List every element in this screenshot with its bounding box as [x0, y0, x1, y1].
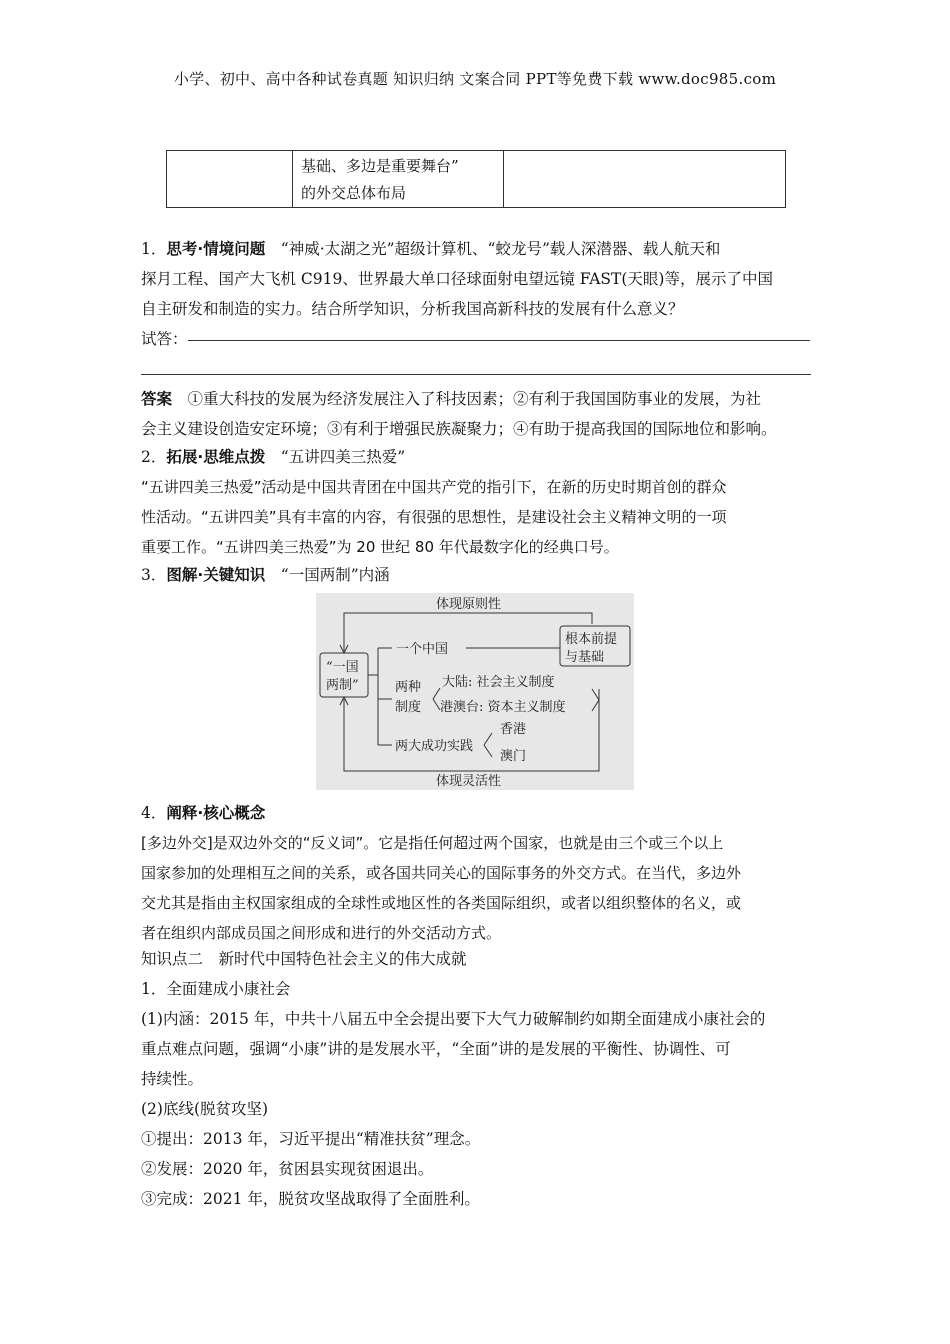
q2-heading — [141, 442, 813, 472]
answer-line — [141, 324, 813, 354]
q4-line: 者在组织内部成员国之间形成和进行的外交活动方式。 — [141, 924, 502, 942]
diagram-practice: 两大成功实践 — [395, 739, 474, 754]
table-cell-empty-right — [504, 151, 785, 207]
diagram-hmt: 港澳台: 资本主义制度 — [440, 700, 566, 715]
connotation-line: (1)内涵：2015 年，中共十八届五中全会提出要下大气力破解制约如期全面建成小康社会的 — [141, 1010, 766, 1028]
q2-line: “五讲四美三热爱”活动是中国共青团在中国共产党的指引下，在新的历史时期首创的群众 — [141, 478, 727, 496]
q4-line: 交尤其是指由主权国家组成的全球性或地区性的各类国际组织，或者以组织整体的名义，或 — [141, 894, 742, 912]
poverty-point: ②发展：2020 年，贫困县实现贫困退出。 — [141, 1160, 434, 1178]
q4-line: 国家参加的处理相互之间的关系，或各国共同关心的国际事务的外交方式。在当代，多边外 — [141, 864, 742, 882]
answer-blank-line[interactable] — [141, 374, 811, 375]
one-country-two-systems-diagram — [316, 593, 634, 790]
page-header: 小学、初中、高中各种试卷真题 知识归纳 文案合同 PPT等免费下载 www.doc985.com — [173, 70, 777, 88]
diagram-one-china: 一个中国 — [396, 642, 449, 657]
q1-text: “神威·太湖之光”超级计算机、“蛟龙号”载人深潜器、载人航天和 — [280, 240, 721, 258]
diagram-mainland: 大陆: 社会主义制度 — [442, 675, 555, 690]
q4-line: [多边外交]是双边外交的“反义词”。它是指任何超过两个国家，也就是由三个或三个以上 — [141, 834, 724, 852]
q3-subject: “一国两制”内涵 — [280, 566, 390, 584]
q2-block — [141, 442, 813, 562]
table-cell-content — [293, 151, 504, 207]
carryover-table — [166, 150, 786, 208]
q4-title: 阐释·核心概念 — [166, 804, 266, 822]
table-cell-line: 基础、多边是重要舞台” — [301, 157, 459, 175]
diagram-macau: 澳门 — [500, 749, 527, 764]
table-cell-empty-left — [167, 151, 293, 207]
diagram-two-systems-line1: 两种 — [395, 680, 422, 695]
q1-line: 探月工程、国产大飞机 C919、世界最大单口径球面射电望远镜 FAST(天眼)等，展示了中国 — [141, 270, 773, 288]
diagram-center-line2: 两制” — [326, 678, 359, 693]
q4-num: 4． — [141, 804, 167, 822]
q1-title: 思考·情境问题 — [166, 240, 266, 258]
diagram-two-systems-line2: 制度 — [395, 700, 422, 715]
diagram-hongkong: 香港 — [500, 722, 527, 737]
q1-num: 1． — [141, 240, 167, 258]
diagram-premise-line1: 根本前提 — [565, 632, 618, 647]
q3-block — [141, 560, 813, 590]
connotation-line: 持续性。 — [141, 1070, 204, 1088]
q3-heading — [141, 560, 813, 590]
diagram-center-line1: “一国 — [326, 660, 359, 675]
answer-prompt: 试答： — [141, 330, 188, 348]
poverty-point: ③完成：2021 年，脱贫攻坚战取得了全面胜利。 — [141, 1190, 480, 1208]
answer-label: 答案 — [141, 390, 173, 408]
answer-text: ①重大科技的发展为经济发展注入了科技因素；②有利于我国国防事业的发展，为社 — [187, 390, 762, 408]
answer-block — [141, 384, 813, 444]
q2-line: 重要工作。“五讲四美三热爱”为 20 世纪 80 年代最数字化的经典口号。 — [141, 538, 619, 556]
q1-line: 自主研发和制造的实力。结合所学知识，分析我国高新科技的发展有什么意义？ — [141, 300, 684, 318]
bottom-line-heading: (2)底线(脱贫攻坚) — [141, 1100, 269, 1118]
diagram-svg — [316, 593, 634, 790]
diagram-bottom-label: 体现灵活性 — [436, 774, 502, 789]
q2-line: 性活动。“五讲四美”具有丰富的内容，有很强的思想性，是建设社会主义精神文明的一项 — [141, 508, 727, 526]
section2-heading: 知识点二 新时代中国特色社会主义的伟大成就 — [141, 950, 467, 968]
q1-block — [141, 234, 813, 354]
diagram-top-label: 体现原则性 — [436, 597, 502, 612]
q4-block — [141, 798, 813, 948]
q3-num: 3． — [141, 566, 167, 584]
connotation-line: 重点难点问题，强调“小康”讲的是发展水平，“全面”讲的是发展的平衡性、协调性、可 — [141, 1040, 731, 1058]
q2-num: 2． — [141, 448, 167, 466]
answer-line — [141, 384, 813, 414]
q1-line — [141, 234, 813, 264]
section2-item1: 1．全面建成小康社会 — [141, 980, 291, 998]
diagram-premise-line2: 与基础 — [565, 650, 605, 665]
q4-heading — [141, 798, 813, 828]
poverty-point: ①提出：2013 年，习近平提出“精准扶贫”理念。 — [141, 1130, 481, 1148]
q3-title: 图解·关键知识 — [166, 566, 266, 584]
table-cell-line: 的外交总体布局 — [301, 184, 407, 202]
answer-line: 会主义建设创造安定环境；③有利于增强民族凝聚力；④有助于提高我国的国际地位和影响。 — [141, 420, 777, 438]
q2-subject: “五讲四美三热爱” — [280, 448, 406, 466]
q2-title: 拓展·思维点拨 — [166, 448, 266, 466]
section2-block — [141, 944, 813, 1214]
answer-blank[interactable] — [188, 340, 810, 341]
